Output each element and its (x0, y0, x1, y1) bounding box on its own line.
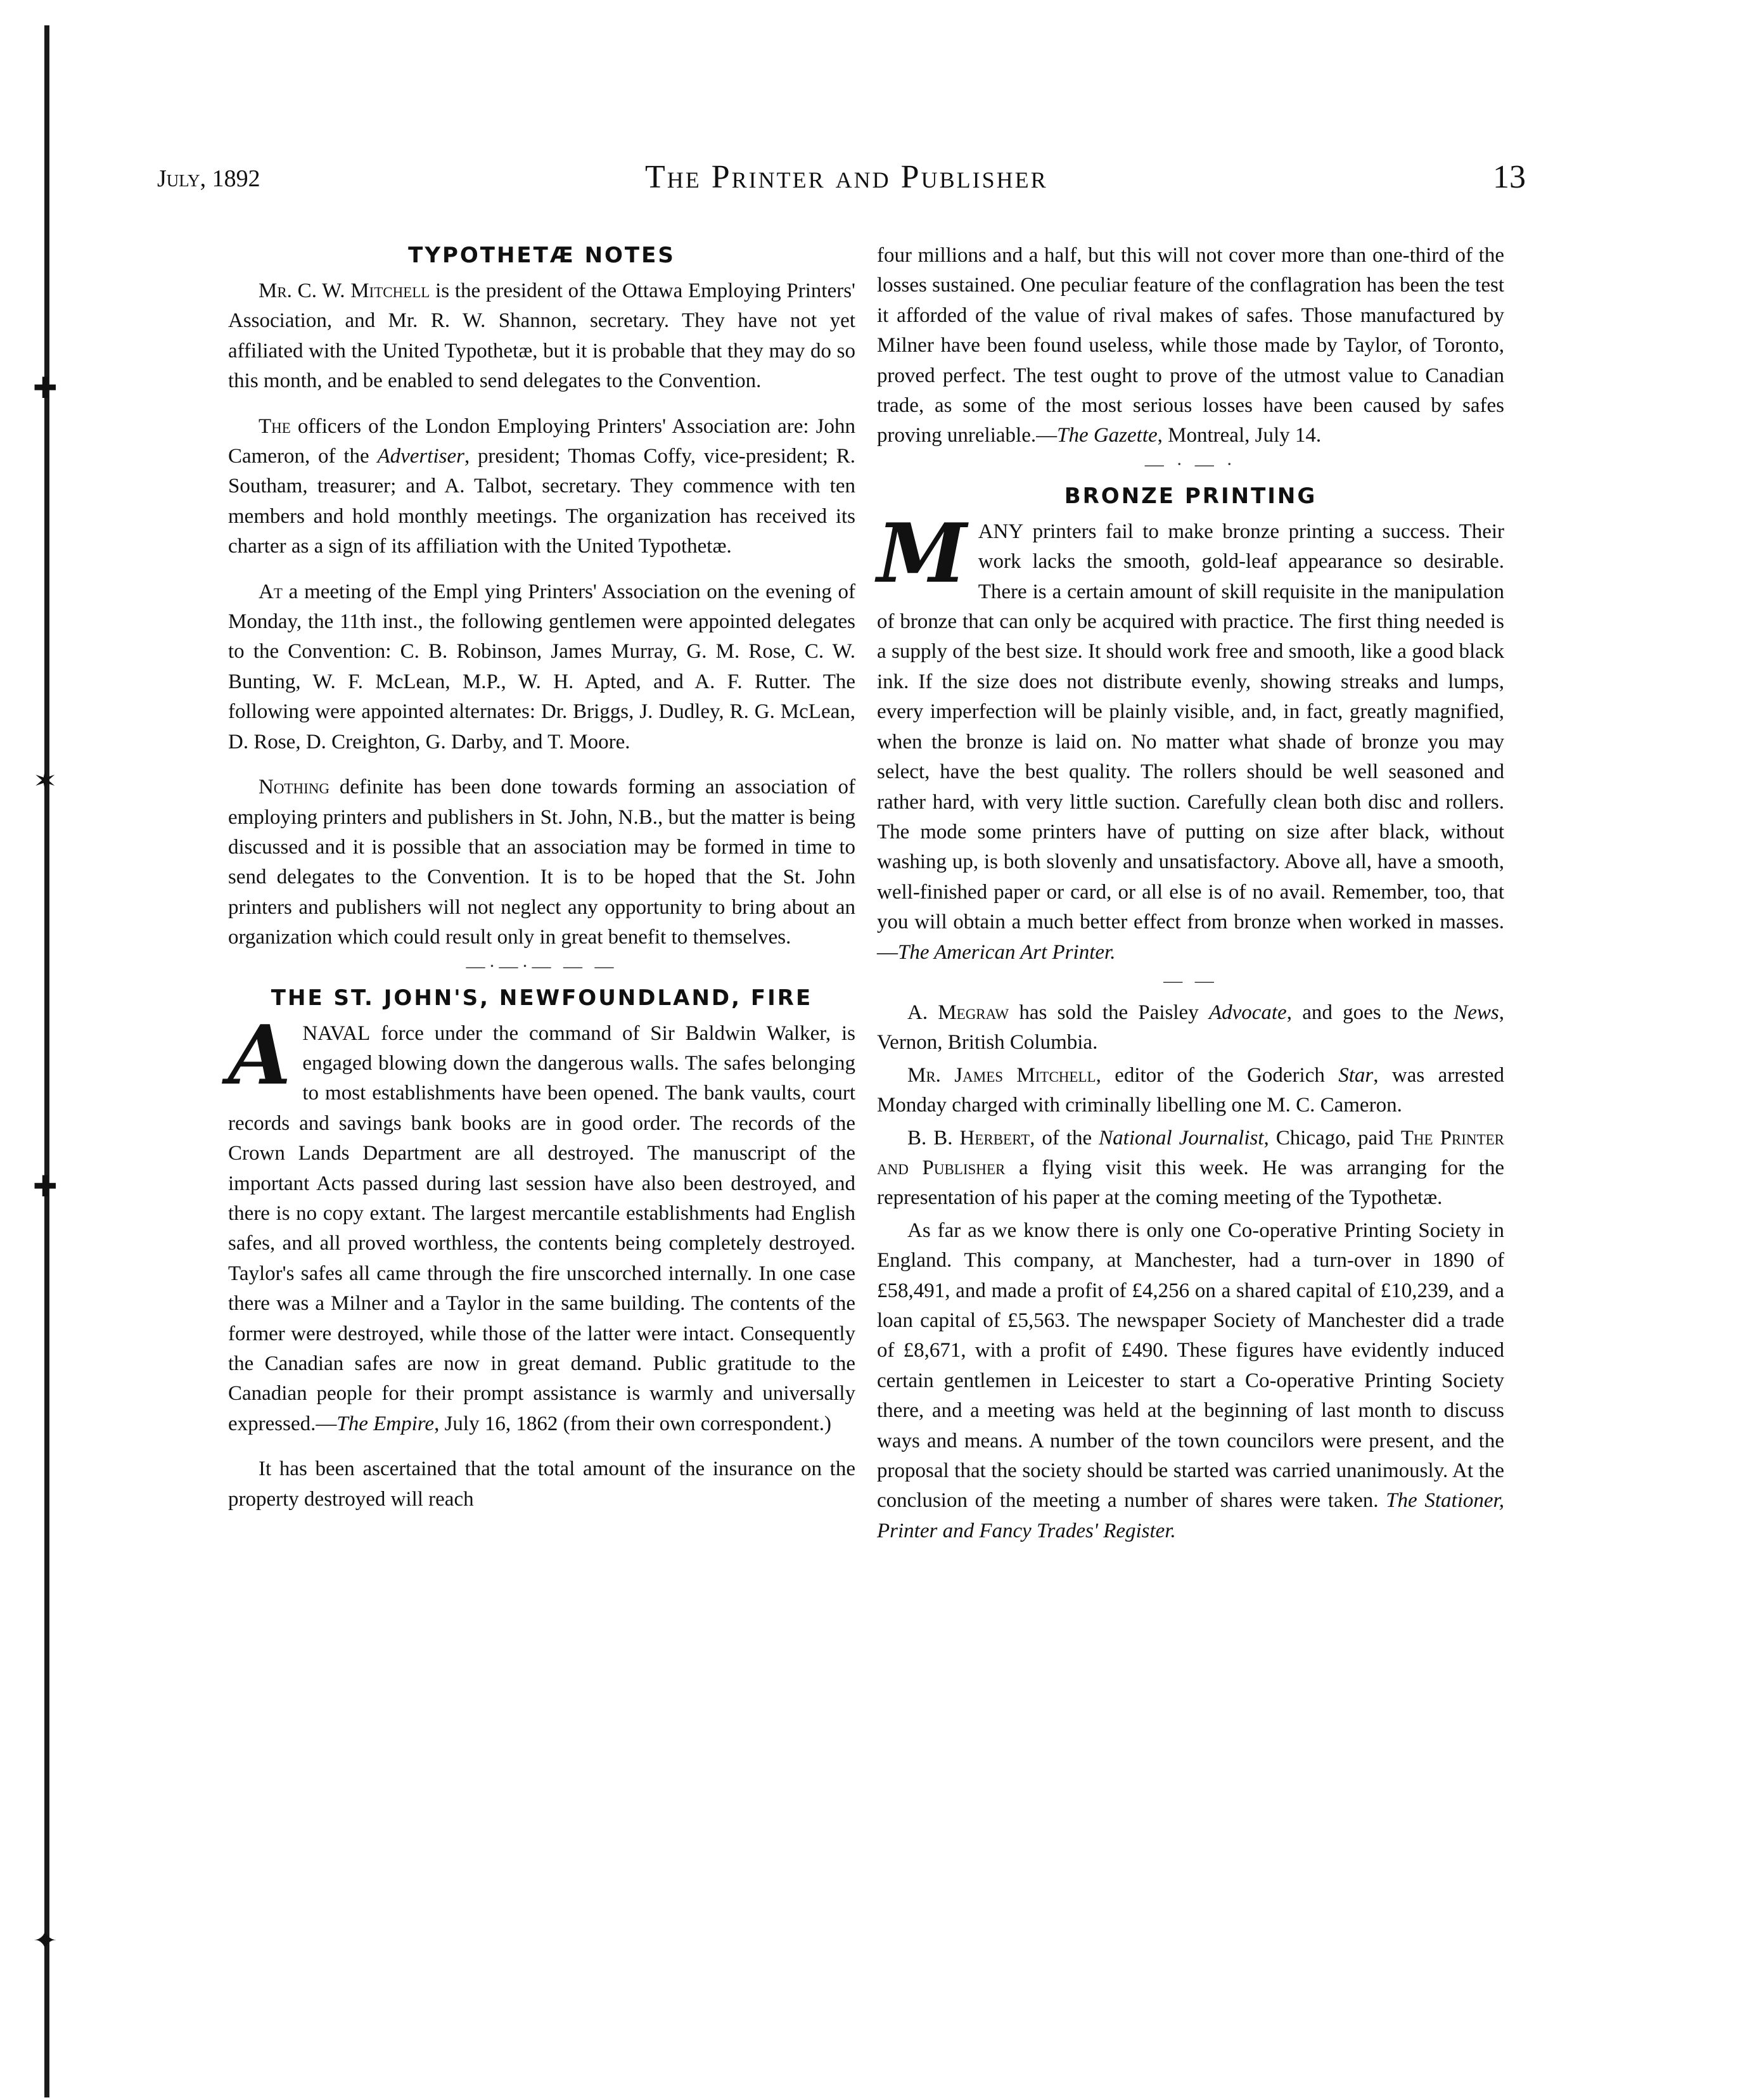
paragraph-text: has sold the Paisley (1009, 1001, 1209, 1024)
paragraph-lead: Mr. C. W. Mitchell (259, 279, 430, 302)
paragraph-text: a flying visit this week. He was arranging for the representation of his paper at the coming meeting of the Typothetæ. (877, 1156, 1504, 1210)
publication-name: The Empire (336, 1412, 435, 1435)
right-column (877, 241, 1504, 1546)
article-paragraph (228, 1454, 855, 1514)
issue-date: July, 1892 (157, 165, 260, 192)
article-paragraph (228, 412, 855, 562)
paragraph-text: a meeting of the Empl ying Printers' Association on the evening of Monday, the 11th inst., the following gentlemen were appointed delegates to the Convention: C. B. Robinson, James Murray, G. M. Rose, C. W. Bunting, W. F. McLean, M.P., W. H. Apted, and A. F. Rutter. The following were appointed alternates: Dr. Briggs, J. Dudley, R. G. McLean, D. Rose, D. Creighton, G. Darby, and T. Moore. (228, 580, 855, 753)
publication-name: National Journalist (1099, 1126, 1264, 1149)
article-paragraph (877, 1216, 1504, 1546)
publication-name: Advertiser (377, 445, 464, 468)
binding-clasp-icon: ✦ (33, 1924, 58, 1957)
paragraph-lead: B. B. Herbert (907, 1126, 1030, 1149)
section-divider: — · — · (1144, 453, 1237, 475)
paragraph-text: As far as we know there is only one Co-operative Printing Society in England. This company, at Manchester, had a turn-over in 1890 of £58,491, and made a profit of £4,256 on a shared capital of £10,239, and a loan capital of £5,563. The newspaper Society of Manchester did a trade of £8,671, with a profit of £490. These figures have evidently induced certain gentlemen in Leicester to start a Co-operative Printing Society there, and a meeting was held at the beginning of last month to discuss ways and means. A number of the town councilors were present, and the proposal that the society should be started was carried unanimously. At the conclusion of the meeting a number of shares were taken. (877, 1219, 1504, 1513)
article-paragraph (877, 1061, 1504, 1121)
article-paragraph (228, 276, 855, 397)
section-divider: — — (1163, 970, 1218, 991)
page-number: 13 (1493, 159, 1526, 195)
article-paragraph (877, 506, 1504, 968)
publication-name: News (1454, 1001, 1499, 1024)
paragraph-text: definite has been done towards forming an association of employing printers and publishers in St. John, N.B., but the matter is being discussed and it is possible that an association may be formed in time to send delegates to the Convention. It is to be hoped that the St. John printers and publishers will not neglect any opportunity to bring about an organization which could result only in great benefit to themselves. (228, 776, 855, 949)
article-paragraph (228, 577, 855, 757)
paragraph-text: printers fail to make bronze printing a success. Their work lacks the smooth, gold-leaf appearance so desirable. There is a certain amount of skill requisite in the manipulation of bronze that can only be acquired with practice. The first thing needed is a supply of the best size. It should work free and smooth, like a good black ink. If the size does not distribute evenly, showing streaks and lumps, every imperfection will be plainly visible, and, in fact, greatly magnified, when the bronze is laid on. No matter what shade of bronze you may select, have the best quality. The rollers should be well seasoned and rather hard, with very little suction. Carefully clean both disc and rollers. The mode some printers have of putting on size after black, without washing up, is both slovenly and unsatisfactory. Above all, have a smooth, well-finished paper or card, or all else is of no avail. Remember, too, that you will obtain a much better effect from bronze when worked in masses.— (877, 520, 1504, 964)
paragraph-text: is the president of the Ottawa Employing Printers' Association, and Mr. R. W. Shannon, secretary. They have not yet affiliated with the United Typothetæ, but it is probable that they may do so this month, and be enabled to send delegates to the Convention. (228, 279, 855, 393)
left-column (228, 241, 855, 1514)
publication-name: Advocate (1208, 1001, 1287, 1024)
drop-cap: A (228, 1008, 291, 1103)
publication-name: The Stationer, Printer and Fancy Trades' Register. (877, 1489, 1504, 1542)
paragraph-text: , Vernon, British Columbia. (877, 1001, 1504, 1054)
article-paragraph (877, 1124, 1504, 1213)
publication-name: The Printer and Publisher (877, 1126, 1504, 1179)
drop-cap: M (877, 506, 967, 601)
article-paragraph (228, 772, 855, 952)
binding-clasp-icon: ✶ (33, 765, 58, 797)
section-divider: —·—·— — — (466, 955, 618, 976)
paragraph-lead: Mr. James Mitchell (907, 1063, 1096, 1087)
typothetae-notes-heading: TYPOTHETÆ NOTES (408, 243, 675, 268)
page-header (157, 158, 1526, 203)
paragraph-text: , Chicago, paid (1263, 1126, 1401, 1149)
paragraph-lead: NAVAL (302, 1021, 371, 1045)
paragraph-text: , and goes to the (1286, 1001, 1454, 1024)
publication-title: The Printer and Publisher (645, 159, 1048, 195)
paragraph-text: , president; Thomas Coffy, vice-president; R. Southam, treasurer; and A. Talbot, secretary. They commence with ten members and hold monthly meetings. The organization has received its charter as a sign of its affiliation with the United Typothetæ. (228, 445, 855, 558)
bronze-printing-heading: BRONZE PRINTING (1064, 483, 1317, 509)
publication-name: The Gazette (1057, 424, 1158, 447)
publication-name: Star (1338, 1063, 1374, 1087)
publication-name: The American Art Printer. (898, 940, 1116, 964)
article-paragraph (877, 998, 1504, 1058)
paragraph-text: force under the command of Sir Baldwin Walker, is engaged blowing down the dangerous walls. The safes belonging to most establishments have been opened. The bank vaults, court records and savings bank books are in good order. The records of the Crown Lands Department are all destroyed. The manuscript of the important Acts passed during last session have also been destroyed, and there is no copy extant. The largest mercantile establishments had English safes, and all proved worthless, the contents being completely destroyed. Taylor's safes all came through the fire unscorched internally. In one case there was a Milner and a Taylor in the same building. The contents of the former were destroyed, while those of the latter were intact. Consequently the Canadian safes are now in great demand. Public gratitude to the Canadian people for their prompt assistance is warmly and universally expressed.— (228, 1021, 855, 1435)
paragraph-text: , of the (1030, 1126, 1099, 1149)
paragraph-lead: At (259, 580, 283, 603)
newfoundland-fire-heading: THE ST. JOHN'S, NEWFOUNDLAND, FIRE (271, 985, 813, 1011)
binding-clasp-icon: ✚ (33, 1170, 58, 1203)
paragraph-lead: The (259, 414, 291, 438)
paragraph-lead: A. Megraw (907, 1001, 1009, 1024)
binding-clasp-icon: ✚ (33, 372, 58, 404)
page-binding-edge (44, 25, 49, 2097)
paragraph-text: , Montreal, July 14. (1157, 424, 1322, 447)
paragraph-text: It has been ascertained that the total amount of the insurance on the property destroyed will reach (228, 1457, 855, 1511)
paragraph-text: , July 16, 1862 (from their own correspondent.) (434, 1412, 831, 1435)
paragraph-lead: Nothing (259, 776, 329, 799)
article-paragraph (877, 241, 1504, 451)
paragraph-text: four millions and a half, but this will not cover more than one-third of the losses sustained. One peculiar feature of the conflagration has been the test it afforded of the value of rival makes of safes. Those manufactured by Milner have been found useless, while those made by Taylor, of Toronto, proved perfect. The test ought to prove of the utmost value to Canadian trade, as some of the most serious losses have been caused by safes proving unreliable.— (877, 244, 1504, 447)
paragraph-text: , editor of the Goderich (1096, 1063, 1339, 1087)
paragraph-lead: ANY (978, 520, 1024, 543)
paragraph-text: officers of the London Employing Printers' Association are: John Cameron, of the (228, 414, 855, 468)
article-paragraph (228, 1008, 855, 1440)
paragraph-text: , was arrested Monday charged with criminally libelling one M. C. Cameron. (877, 1063, 1505, 1117)
